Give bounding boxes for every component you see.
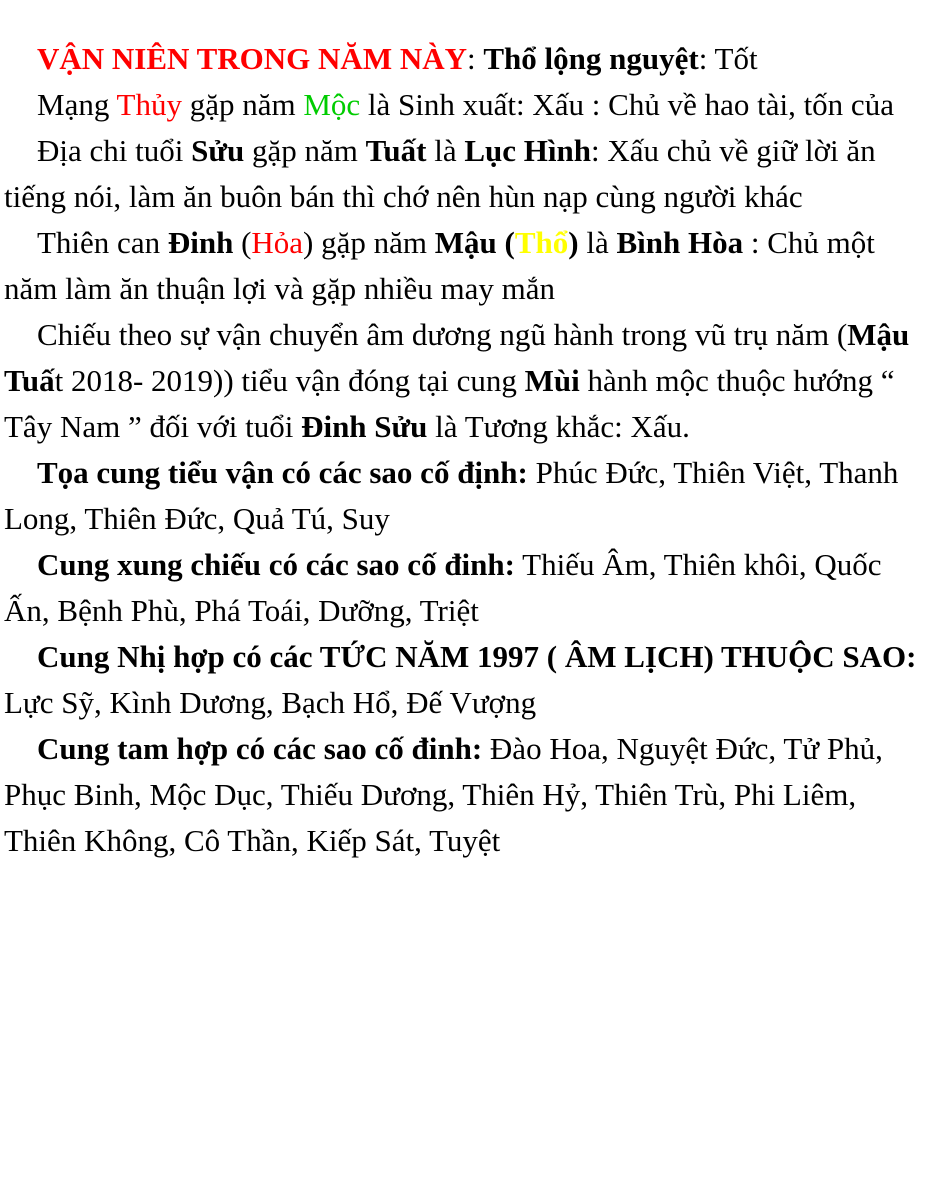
text-segment: Phúc Đức, Thiên Việt, Thanh Long, Thiên Đức, Quả Tú, Suy [4,455,899,536]
text-segment: Địa chi tuổi [37,133,192,168]
text-segment: Lực Sỹ, Kình Dương, Bạch Hổ, Đế Vượng [4,685,537,720]
text-segment: : Tốt [698,41,758,76]
text-segment: Chiếu theo sự vận chuyển âm dương ngũ hành trong vũ trụ năm ( [37,317,848,352]
text-segment: Thiếu Âm, Thiên khôi, Quốc Ấn, Bệnh Phù, Phá Toái, Dưỡng, Triệt [4,547,882,628]
text-segment: : Chủ một năm làm ăn thuận lợi và gặp nhiều may mắn [4,225,875,306]
term-mau-close: ) [568,225,579,260]
paragraph-thien-can [4,220,921,312]
paragraph-toa-cung [4,450,921,542]
text-segment: gặp năm [244,133,366,168]
paragraph-xung-chieu [4,542,921,634]
text-segment: là [426,133,465,168]
term-binh-hoa: Bình Hòa [616,225,744,260]
element-moc: Mộc [303,87,361,122]
text-segment: t 2018- 2019)) tiểu vận đóng tại cung [54,363,525,398]
text-segment: Đào Hoa, Nguyệt Đức, Tử Phủ, Phục Binh, Mộc Dục, Thiếu Dương, Thiên Hỷ, Thiên Trù, Phi Liêm, Thiên Không, Cô Thần, Kiếp Sát, Tuyệt [4,731,883,858]
element-thuy: Thủy [116,87,182,122]
text-segment: : Xấu chủ về giữ lời ăn tiếng nói, làm ăn buôn bán thì chớ nên hùn nạp cùng người khác [4,133,876,214]
text-segment: là Sinh xuất: Xấu : Chủ về hao tài, tốn của [360,87,894,122]
element-hoa: Hỏa [251,225,304,260]
label-nhi-hop: Cung Nhị hợp có các TỨC NĂM 1997 ( ÂM LỊCH) THUỘC SAO: [37,639,917,674]
term-tuat: Tuất [365,133,427,168]
heading-van-nien: VẬN NIÊN TRONG NĂM NÀY [37,41,467,76]
paragraph-nhi-hop [4,634,921,726]
label-tam-hop: Cung tam hợp có các sao cố đinh: [37,731,483,766]
term-luc-hinh: Lục Hình [464,133,592,168]
text-segment: gặp năm [181,87,304,122]
paragraph-chieu-theo [4,312,921,450]
text-segment: Thiên can [37,225,168,260]
paragraph-dia-chi [4,128,921,220]
label-toa-cung: Tọa cung tiểu vận có các sao cố định: [37,455,528,490]
text-segment: là [578,225,617,260]
text-segment: hành mộc thuộc hướng “ Tây Nam ” đối với tuổi [4,363,895,444]
element-tho: Thổ [514,225,569,260]
term-suu: Sửu [191,133,245,168]
term-mui: Mùi [524,363,580,398]
paragraph-van-nien [4,36,921,82]
label-tho-long-nguyet: Thổ lộng nguyệt [483,41,699,76]
text-segment: : [467,41,484,76]
paragraph-mang [4,82,921,128]
text-segment: ) gặp năm [303,225,435,260]
text-segment: ( [233,225,252,260]
term-dinh: Đinh [167,225,234,260]
label-xung-chieu: Cung xung chiếu có các sao cố đinh: [37,547,515,582]
term-mau: Mậu ( [434,225,515,260]
paragraph-tam-hop [4,726,921,864]
document-body [0,36,921,864]
term-mau-tuat: Mậu Tuấ [4,317,910,398]
term-dinh-suu: Đinh Sửu [301,409,428,444]
text-segment: là Tương khắc: Xấu. [427,409,690,444]
text-segment: Mạng [37,87,117,122]
